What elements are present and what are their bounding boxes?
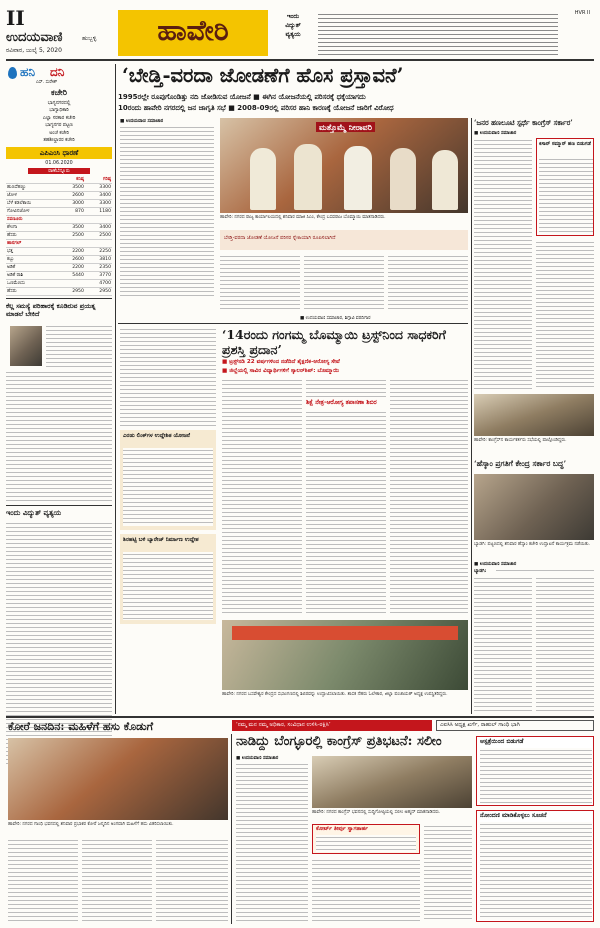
table-row <box>6 288 112 296</box>
min-price: 2950 <box>58 288 85 296</box>
lead-deck-2: 10ರಂದು ಹಾವೇರಿ ನಗರದಲ್ಲಿ ಜನ ಜಾಗೃತಿ ಸಭೆ ■ 2008-09ರಲ್ಲಿ ಪರಿಸರ ಹಾನಿ ಕಾರಣಕ್ಕೆ ಯೋಜನೆ ಜಾರಿಗೆ ವಿರೋಧ <box>118 104 394 112</box>
commodity: ಗೋವಿನಜೋಳ <box>6 208 58 216</box>
lead-byline: ■ ಉದಯವಾಣಿ ಸಮಾಚಾರ <box>120 119 164 124</box>
section-rule <box>118 323 468 324</box>
power-box-line-1: ಇಂದು <box>286 13 300 20</box>
commodity: ಶೇಂಗಾ <box>6 224 58 232</box>
columnist-photo <box>10 326 42 366</box>
speaker-figure <box>294 144 322 210</box>
speaker-figure <box>432 150 458 210</box>
power-box-line-3: ವ್ಯತ್ಯಯ <box>285 31 301 38</box>
max-price: 3810 <box>85 256 112 264</box>
min-price <box>58 240 85 248</box>
max-price: 2950 <box>85 288 112 296</box>
story2-subhead: ಶಿಕ್ಷೆ ನೇತ್ರ-ಆರೋಗ್ಯ ತಪಾಸಣಾ ಶಿಬಿರ <box>306 399 377 406</box>
brand-sub: ಎಸ್. ಸುರೇಶ್ <box>36 80 58 85</box>
min-price: 870 <box>58 208 85 216</box>
market-sub: ರಾಣೆಬೆನ್ನೂರು <box>28 168 90 174</box>
story2-deck-2: ■ ಜಿಲ್ಲೆಯಲ್ಲಿ ಸಾವಿರ ವಿದ್ಯಾರ್ಥಿಗಳಿಗೆ ಸ್ಕಾಲರ್‌ಶಿಪ್: ಬೊಮ್ಮಾಯಿ <box>222 368 340 374</box>
market-table <box>6 176 112 296</box>
max-price: 3400 <box>85 192 112 200</box>
bottom-main-body <box>236 762 308 922</box>
ticker-left <box>232 720 432 731</box>
commodity: ಕಬ್ಬು <box>6 256 58 264</box>
side-headline: ‘ಜನರ ಹಣಲೂಟಿ ಸ್ಪರ್ಧೆ ಕಾಂಗ್ರೆಸ್ ಸರ್ಕಾರ’ <box>474 118 573 127</box>
bottom-left-body <box>82 838 152 922</box>
bottom-main-body <box>312 858 420 922</box>
feature-headline: ಕೆಲ್ಲ ಸಮಸ್ಯೆ ಪರಿಹಾರಕ್ಕೆ ಕೂಡಿರುವ ಪ್ರಯತ್ನ ಮಾಡಲೆ ಬೇಕಿದೆ <box>6 302 96 318</box>
bottom-byline: ■ ಉದಯವಾಣಿ ಸಮಾಚಾರ <box>236 756 279 761</box>
bottom-main-photo <box>312 756 472 808</box>
date-line: ರವಿವಾರ, ಜುಲೈ 5, 2020 <box>6 47 62 54</box>
table-row <box>6 280 112 288</box>
hospital-box <box>476 736 594 806</box>
speaker-figure <box>344 146 372 210</box>
lead-body-col <box>388 254 468 312</box>
barrage-box-title: ಶಿರಹಟ್ಟಿ ಬಳಿ ಬ್ಯಾರೇಜ್ ನಿರ್ಮಾಣ ಉದ್ದೇಶ <box>123 537 199 543</box>
bottom-left-caption: ಹಾವೇರಿ: ನಗರದ ಗಾಂಧಿ ಭವನದಲ್ಲಿ ಶನಿವಾರ ಪ್ರಭಾಕರ ಕೋರೆ ಜನ್ಮದಿನ ಅಂಗವಾಗಿ ಮಹಿಳೆಗೆ ಹಸು ವಿತರಿಸಲಾಯಿತು. <box>8 822 174 827</box>
bottom-main-caption: ಹಾವೇರಿ: ನಗರದ ಕಾಂಗ್ರೆಸ್ ಭವನದಲ್ಲಿ ಸುದ್ದಿಗೋಷ್ಠಿಯಲ್ಲಿ ಸಲೀಂ ಅಹ್ಮದ್ ಮಾತನಾಡಿದರು. <box>312 810 441 815</box>
banner-strip <box>232 626 458 640</box>
table-section-row <box>6 240 112 248</box>
side-body-2 <box>536 240 594 390</box>
lead-headline: ‘ಬೇಡ್ತಿ-ವರದಾ ಜೋಡಣೆಗೆ ಹೊಸ ಪ್ರಸ್ತಾವನೆ’ <box>122 64 404 87</box>
commodity: ಜೋಳ <box>6 192 58 200</box>
lead-photo <box>220 118 468 213</box>
right-story-caption: ಬ್ಯಾಡಗಿ: ಪಟ್ಟಣದಲ್ಲಿ ಶನಿವಾರ ಹೆಸ್ಕಾಂ ಕಚೇರಿ ಉದ್ಘಾಟನೆ ಕಾರ್ಯಕ್ರಮ ನಡೆಯಿತು. <box>474 542 591 547</box>
side-photo <box>474 394 594 436</box>
office-item: ಎಲ್ಲಾ ಸರಕಾರ ಕಚೇರಿ <box>42 115 76 121</box>
commodity: ಅಡಿಕೆ <box>6 264 58 272</box>
max-price: 2500 <box>85 232 112 240</box>
min-price: 3500 <box>58 184 85 192</box>
story2-body-col <box>306 410 386 616</box>
side-photo-caption: ಹಾವೇರಿ: ಕಾಂಗ್ರೆಸ್‌ನ ಕಾರ್ಯಕರ್ತರು ಸಭೆಯಲ್ಲಿ ಪಾಲ್ಗೊಂಡಿದ್ದರು. <box>474 438 567 443</box>
table-row <box>6 232 112 240</box>
feature-body-cont <box>6 370 112 502</box>
court-inset-title: ಕೋರ್ಟ್ ತೀರ್ಪು ಸ್ವಾಗತಾರ್ಹ <box>316 826 369 832</box>
office-item: ಅಂಚೆ ಕಚೇರಿ <box>49 130 69 136</box>
right-story-headline: ‘ಹೆಸ್ಕಾಂ ಪ್ರಗತಿಗೆ ಕೇಂದ್ರ ಸರ್ಕಾರ ಬದ್ಧ’ <box>474 459 567 468</box>
min-price: 2600 <box>58 256 85 264</box>
page-id: HVR II <box>574 10 590 16</box>
links-box <box>120 430 216 530</box>
side-byline: ■ ಉದಯವಾಣಿ ಸಮಾಚಾರ <box>474 131 517 136</box>
court-inset <box>312 824 420 854</box>
lead-body-col <box>220 254 300 312</box>
registration-box-title: ನೋಂದಣಿ ಮಾಡಿಕೊಳ್ಳಲು ಸೂಚನೆ <box>480 812 547 819</box>
bottom-left-body <box>8 838 78 922</box>
min-price <box>58 216 85 224</box>
bottom-left-headline: ಕೋರೆ ಜನದಿನ: ಮಹಿಳೆಗೆ ಹಸು ಕೊಡುಗೆ <box>8 720 154 733</box>
column-rule <box>231 734 232 924</box>
market-date: 01.06.2020 <box>45 161 73 166</box>
lead-body-col <box>304 254 384 312</box>
barrage-box <box>120 534 216 624</box>
commodity: ಒಣಮೆಣಸು <box>6 280 58 288</box>
story2-body-left <box>120 327 216 427</box>
sidebar <box>6 64 112 704</box>
market-name: ಹಾನಗಲ್ <box>6 240 58 248</box>
story2-body-col <box>222 378 302 616</box>
masthead <box>6 6 594 62</box>
story2-photo <box>222 620 468 690</box>
hospital-box-body <box>480 748 592 804</box>
max-price: 1180 <box>85 208 112 216</box>
commodity: ಬೆಳೆ ಕಡಲೆಕಾಯಿ <box>6 200 58 208</box>
barrage-box-body <box>123 552 213 620</box>
kisan-box-title: ಕಿಸಾನ್ ಸಮ್ಮಾನ್ ಹಣ ಬಿಡುಗಡೆ <box>539 141 591 147</box>
right-story-dateline: ಬ್ಯಾಡಗಿ: <box>474 569 487 574</box>
paper-name: ಉದಯವಾಣಿ <box>6 30 63 45</box>
commodity: ಹೆಸರು <box>6 232 58 240</box>
links-box-body <box>123 448 213 526</box>
lead-body <box>120 125 214 299</box>
column-rule <box>471 118 472 714</box>
commodity: ಹುಣಸೆಹಣ್ಣು <box>6 184 58 192</box>
side-body <box>474 138 532 390</box>
max-price: 2350 <box>85 264 112 272</box>
office-list <box>6 100 112 144</box>
right-story-body <box>474 576 532 712</box>
brand-name-2: ದನಿ <box>50 65 65 79</box>
right-story-body <box>536 576 594 712</box>
commodity: ಭತ್ತ <box>6 248 58 256</box>
edition-tag: ಹುಬ್ಬಳ್ಳಿ <box>82 35 97 42</box>
market-title: ಎಪಿಎಂಸಿ ಧಾರಣೆ <box>39 148 79 157</box>
min-price: 2200 <box>58 264 85 272</box>
office-item: ತಹಶೀಲ್ದಾರರ ಕಚೇರಿ <box>43 138 75 144</box>
table-header-cell: ಗರಿಷ್ಠ <box>85 176 112 184</box>
links-box-title: ಎರಡು ಲಿಂಕ್‌ಗಳ ಉದ್ದೇಶಿತ ಯೋಜನೆ <box>123 433 190 439</box>
lead-photo-caption: ಹಾವೇರಿ: ನಗರದ ರಾಜ್ಯ ಕಾರ್ಯಾಲಯದಲ್ಲಿ ಶನಿವಾರ ಮಾಜಿ ಸಿಎಂ, ಕೇಂದ್ರ ಬಸವರಾಜ ಬೊಮ್ಮಾಯಿ ಮಾತನಾಡಿದರು. <box>220 215 386 220</box>
lead-deck-1: 1995ರಲ್ಲೇ ರೂಪುಗೊಂಡಿತ್ತು ನದಿ ಜೋಡಿಸುವ ಯೋಜನೆ ■ ಈಗಿನ ಯೋಜನೆಯಲ್ಲಿ ಪರಿಸರಕ್ಕೆ ಧಕ್ಕೆಯಾಗದು <box>118 93 366 101</box>
sidebar-divider <box>6 505 112 506</box>
market-title-bar <box>6 147 112 159</box>
table-row <box>6 272 112 280</box>
right-story-body <box>496 568 594 574</box>
table-row <box>6 208 112 216</box>
bottom-main-headline: ನಾಡಿದ್ದು ಬೆಂಗ್ಳೂರಲ್ಲಿ ಕಾಂಗ್ರೆಸ್ ಪ್ರತಿಭಟನೆ: ಸಲೀಂ <box>236 734 442 749</box>
power-title: ಇಂದು ವಿದ್ಯುತ್ ವ್ಯತ್ಯಯ <box>6 508 62 517</box>
table-row <box>6 256 112 264</box>
water-drop-icon <box>8 67 17 79</box>
bottom-left-photo <box>8 738 228 820</box>
speaker-figure <box>390 148 416 210</box>
table-row <box>6 200 112 208</box>
registration-box-body <box>480 822 592 920</box>
commodity: ಅಡಿಕೆ ರಾಶಿ <box>6 272 58 280</box>
power-cut-box <box>276 12 310 52</box>
sidebar-divider <box>6 298 112 299</box>
masthead-rule <box>6 59 594 61</box>
min-price: 5440 <box>58 272 85 280</box>
office-item: ಭಾಗ್ಯನಗರ ಪಟ್ಟಣ <box>45 123 73 129</box>
table-section-row <box>6 216 112 224</box>
story2-body-col <box>306 378 386 398</box>
brand-row <box>6 64 112 86</box>
min-price: 3000 <box>58 200 85 208</box>
registration-box <box>476 810 594 922</box>
table-row <box>6 224 112 232</box>
bottom-rule <box>6 716 594 718</box>
bottom-left-body <box>156 838 228 922</box>
story2-photo-caption: ಹಾವೇರಿ: ನಗರದ ಬಸವೇಶ್ವರ ಕೇಂದ್ರದ ಸಭಾಂಗಣದಲ್ಲಿ ಶಿಬಿರವನ್ನು ಉದ್ಘಾಟಿಸಲಾಯಿತು. ಶಾಸಕ ನೆಹರು ಓಲೇಕಾರ, ಜಿಲ್ಲಾ ಪಂಚಾಯತ್ ಅಧ್ಯಕ್ಷ ಉಪಸ್ಥಿತರಿದ್ದರು. <box>222 692 448 697</box>
hospital-box-title: ಆಸ್ಪತ್ರೆಯಿಂದ ಬಿಡುಗಡೆ <box>480 738 524 745</box>
office-item: ಭಾಗ್ಯಾಧಿಕಾರಿ <box>49 108 69 114</box>
district-title-box <box>118 10 268 56</box>
inset-text: ಬೇಡ್ತಿ-ವರದಾ ಜೋಡಣೆ ಯೋಜನೆ ಪರಿಸರ ಸ್ನೇಹಿಯಾಗಿ ರೂಪಿಸಲಾಗಿದೆ <box>224 235 336 241</box>
story2-headline: ‘14ರಂದು ಗಂಗಮ್ಮ ಬೊಮ್ಮಾಯಿ ಟ್ರಸ್ಟ್‌ನಿಂದ ಸಾಧಕರಿಗೆ ಪ್ರಶಸ್ತಿ ಪ್ರದಾನ’ <box>222 327 446 357</box>
max-price: 3770 <box>85 272 112 280</box>
max-price <box>85 216 112 224</box>
bottom-main-body <box>424 824 472 922</box>
table-row <box>6 248 112 256</box>
min-price <box>58 280 85 288</box>
right-story-photo <box>474 474 594 540</box>
speaker-figure <box>250 148 276 210</box>
table-header-cell: ಕನಿಷ್ಠ <box>58 176 85 184</box>
story2-body-col <box>390 378 468 616</box>
table-row <box>6 192 112 200</box>
page-number: II <box>6 6 25 30</box>
photo-banner: ಮತ್ತೊಮ್ಮೆ ನೀರಾವರಿ <box>316 122 375 132</box>
table-row <box>6 264 112 272</box>
masthead-brief-text <box>318 12 558 56</box>
story2-deck-1: ■ ಟ್ರಸ್ಟ್‌ನಡಿ 22 ವರ್ಷಗಳಿಂದ ನಡೆದಿದೆ ಶೈಕ್ಷಣಿಕ-ಆರೋಗ್ಯ ಸೇವೆ <box>222 359 340 365</box>
court-inset-body <box>316 835 416 852</box>
max-price: 3300 <box>85 200 112 208</box>
max-price: 3300 <box>85 184 112 192</box>
commodity: ಹೆಸರು <box>6 288 58 296</box>
max-price: 2250 <box>85 248 112 256</box>
ticker-right-text: ಎಐಸಿಸಿ ಅಧ್ಯಕ್ಷ ಖರ್ಗೆ, ರಾಹುಲ್ ಗಾಂಧಿ ಭಾಗಿ <box>440 722 520 728</box>
min-price: 2500 <box>58 232 85 240</box>
min-price: 2600 <box>58 192 85 200</box>
feature-body <box>46 324 112 368</box>
ticker-right <box>436 720 594 731</box>
market-name: ಸವಣೂರು <box>6 216 58 224</box>
table-header-row <box>6 176 112 184</box>
max-price: 4700 <box>85 280 112 288</box>
max-price <box>85 240 112 248</box>
lead-credit: ■ ಉದಯವಾಣಿ ಸಮಾಚಾರ, ಶಿಗ್ಗಾವಿ ವರದಿಗಾರ <box>300 316 371 321</box>
right-story-byline: ■ ಉದಯವಾಣಿ ಸಮಾಚಾರ <box>474 562 517 567</box>
max-price: 3400 <box>85 224 112 232</box>
column-rule <box>115 64 116 714</box>
rates-table <box>6 176 112 296</box>
min-price: 3500 <box>58 224 85 232</box>
table-header-cell <box>6 176 58 184</box>
district-title: ಹಾವೇರಿ <box>157 14 229 47</box>
lead-inset-box <box>220 230 468 250</box>
kisan-box <box>536 138 594 236</box>
office-item: ಭಾಗ್ಯನಗರದಲ್ಲಿ <box>47 101 71 106</box>
kisan-box-body <box>539 157 593 233</box>
brand-name-1: ಹನಿ <box>20 65 35 79</box>
table-row <box>6 184 112 192</box>
office-section-title: ಕಚೇರಿ <box>51 87 67 97</box>
ticker-left-text: ‘ನಮ್ಮ ಮನ ನಮ್ಮ ಅಧಿಕಾರ, ಸಂವಿಧಾನ ಉಳಿಸಿ-ರಕ್ಷಿಸಿ’ <box>236 722 331 728</box>
power-box-line-2: ವಿದ್ಯುತ್ <box>285 22 301 29</box>
min-price: 2200 <box>58 248 85 256</box>
